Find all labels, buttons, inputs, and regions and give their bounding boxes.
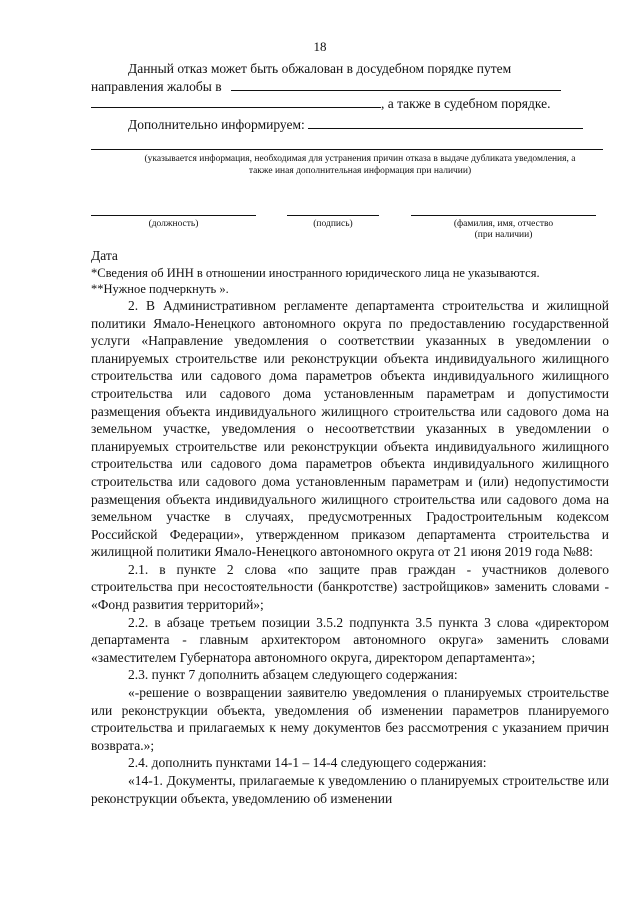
full-name-field xyxy=(411,215,596,241)
full-name-caption-optional: (при наличии) xyxy=(474,230,533,241)
position-field: (должность) xyxy=(91,215,256,230)
paragraph-2-3: 2.3. пункт 7 дополнить абзацем следующего содержания: xyxy=(128,667,458,683)
appeal-line-2 xyxy=(91,78,609,96)
additional-info-label: Дополнительно информируем: xyxy=(128,116,305,132)
paragraph-2: 2. В Административном регламенте департамента строительства и жилищной политики Ямало-Ненецкого автономного округа по предоставлению государственной услуги «Направление уведомления о соответствии указанных в уведомлении о планируемых строительстве или реконструкции объекта индивидуального жилищного строительства или садового дома параметров объекта индивидуального жилищного строительства или садового дома установленным параметрам и допустимости размещения объекта индивидуального жилищного строительства или садового дома на земельном участке, уведомления о несоответствии указанных в уведомлении о планируемых строительстве или реконструкции объекта индивидуального жилищного строительства или садового дома параметров объекта индивидуального жилищного строительства или садового дома установленным параметрам и (или) недопустимости размещения объекта индивидуального жилищного строительства или садового дома на земельном участке в случаях, предусмотренных Градостроительным кодексом Российской Федерации», утвержденном приказом департамента строительства и жилищной политики Ямало-Ненецкого автономного округа от 21 июня 2019 года №88: xyxy=(91,297,609,560)
paragraph-2-2: 2.2. в абзаце третьем позиции 3.5.2 подпункта 3.5 пункта 3 слова «директором департамента - главным архитектором автономного округа» заменить словами «заместителем Губернатора автономного округа, директором департамента»; xyxy=(91,614,609,665)
signature-field: (подпись) xyxy=(287,215,379,230)
additional-info-field-line-2 xyxy=(91,133,603,150)
additional-info-note: (указывается информация, необходимая для устранения причин отказа в выдаче дубликата уведомления, а также иная дополнительная информация при наличии) xyxy=(144,154,576,177)
appeal-line-2-text: направления жалобы в xyxy=(91,78,222,94)
additional-info-field xyxy=(308,116,583,129)
paragraph-2-3-quote: «-решение о возвращении заявителю уведомления о планируемых строительстве или реконструкции объекта, уведомления об изменении параметров планируемого строительства и прилагаемых к нему документов без рассмотрения с указанием причин возврата.»; xyxy=(91,685,609,753)
date-label: Дата xyxy=(91,248,118,264)
appeal-line-3 xyxy=(91,95,609,113)
signature-block xyxy=(91,215,609,251)
paragraph-2-1: 2.1. в пункте 2 слова «по защите прав граждан - участников долевого строительства при несостоятельности (банкротстве) застройщиков» заменить словами - «Фонд развития территорий»; xyxy=(91,561,609,613)
paragraph-2-4: 2.4. дополнить пунктами 14-1 – 14-4 следующего содержания: xyxy=(128,755,487,771)
footnote-inn: *Сведения об ИНН в отношении иностранного юридического лица не указываются. xyxy=(91,265,540,280)
document-body xyxy=(91,60,609,807)
full-name-caption: (фамилия, имя, отчество xyxy=(453,219,554,230)
additional-info-line xyxy=(91,116,609,134)
paragraph-14-1: «14-1. Документы, прилагаемые к уведомлению о планируемых строительстве или реконструкции объекта, уведомлению об изменении xyxy=(91,773,609,806)
page-number: 18 xyxy=(313,39,327,54)
appeal-line-1: Данный отказ может быть обжалован в досудебном порядке путем xyxy=(128,61,512,76)
appeal-authority-field xyxy=(231,78,561,91)
appeal-authority-field-continued xyxy=(91,95,381,108)
footnote-underline: **Нужное подчеркнуть ». xyxy=(91,281,229,296)
appeal-line-3-text: , а также в судебном порядке. xyxy=(381,96,551,112)
